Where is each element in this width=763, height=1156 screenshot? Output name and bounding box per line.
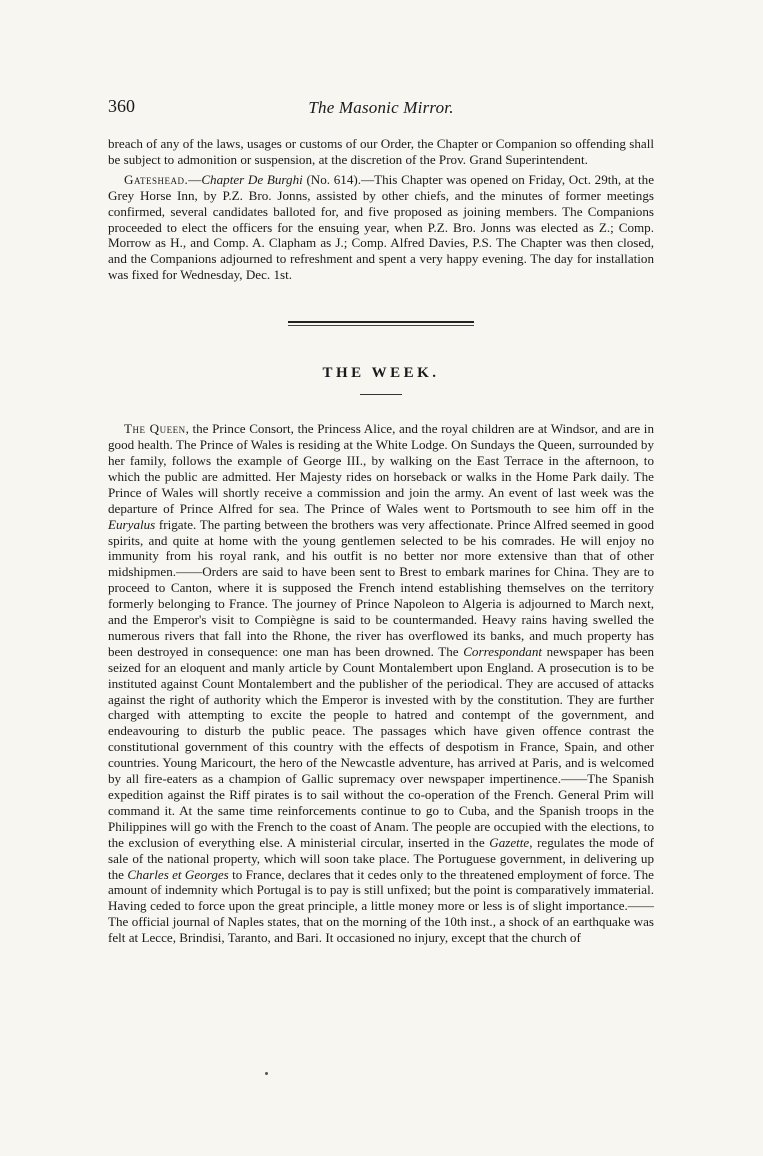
page <box>108 96 654 946</box>
gateshead-paragraph <box>108 172 654 283</box>
week-opening: The Queen <box>124 421 186 437</box>
week-part3: newspaper has been seized for an eloquent and manly article by Count Montalembert upon England. A prosecution is to be instituted against Count Montalembert and the publisher of the periodical. They are accused of attacks against the right of authority which the Emperor is invested with by the constitution. They are further charged with attempting to excite the people to hatred and contempt of the government, and endeavouring to disturb the public peace. The passages which have given offence contrast the constitutional government of this country with the effects of despotism in France, Spain, and other countries. Young Maricourt, the hero of the Newcastle adventure, has arrived at Paris, and is welcomed by all fire-eaters as a champion of Gallic supremacy over newspaper impertinence.——The Spanish expedition against the Riff pirates is to sail without the co-operation of the French. General Prim will command it. At the same time reinforcements continue to go to Cuba, and the Spanish troops in the Philippines will go with the French to the coast of Anam. The people are occupied with the elections, to the exclusion of everything else. A ministerial circular, inserted in the <box>108 643 654 850</box>
week-ship: Euryalus <box>108 516 156 532</box>
divider-thick-rule <box>288 321 474 323</box>
page-number: 360 <box>108 96 135 116</box>
week-gazette: Gazette <box>489 834 530 850</box>
week-part2: frigate. The parting between the brothers was very affectionate. Prince Alfred seemed in good spirits, and quite at home with the young gentlemen selected to be his comrades. He will enjoy no immunity from his royal rank, and his outfit is no better nor more extensive than that of other midshipmen.——Orders are said to have been sent to Brest to embark marines for China. They are to proceed to Canton, where it is supposed the French intend establishing themselves on the territory formerly belonging to France. The journey of Prince Napoleon to Algeria is adjourned to March next, and the Emperor's visit to Compiègne is said to be countermanded. Heavy rains having swelled the numerous rivers that fall into the Rhone, the river has overflowed its banks, and much property has been destroyed in consequence: one man has been drowned. The <box>108 516 654 659</box>
ink-speck <box>265 1072 268 1075</box>
title-underline <box>360 394 402 395</box>
divider-thin-rule <box>288 325 474 326</box>
journal-title: The Masonic Mirror. <box>308 98 454 117</box>
section-divider <box>108 321 654 327</box>
gateshead-chapter: Chapter De Burghi <box>201 171 303 187</box>
week-part1: , the Prince Consort, the Princess Alice, and the royal children are at Windsor, and are in good health. The Prince of Wales is residing at the White Lodge. On Sundays the Queen, surrounded by her family, follows the example of George III., by walking on the East Terrace in the afternoon, to which the public are admitted. Her Majesty rides on horseback or walks in the Home Park daily. The Prince of Wales will shortly receive a commission and join the army. An event of last week was the departure of Prince Alfred for sea. The Prince of Wales went to Portsmouth to see him off in the <box>108 421 654 516</box>
week-part4: , regulates the mode of sale of the national property, which will soon take place. The Portuguese government, in delivering up the <box>108 834 654 882</box>
section-title: THE WEEK. <box>322 365 440 382</box>
continuation-paragraph: breach of any of the laws, usages or customs of our Order, the Chapter or Companion so offending shall be subject to admonition or suspension, at the discretion of the Prov. Grand Superintendent. <box>108 136 654 167</box>
week-paper: Correspondant <box>463 643 543 659</box>
gateshead-place: Gateshead. <box>124 171 189 187</box>
running-head <box>108 96 654 122</box>
gateshead-dash: — <box>188 171 202 187</box>
week-ship2: Charles et Georges <box>127 866 229 882</box>
week-paragraph <box>108 421 654 946</box>
week-part5: to France, declares that it cedes only to the threatened employment of force. The amount of indemnity which Portugal is to pay is still unfixed; but the point is comparatively immaterial. Having ceded to force upon the great principle, a little money more or less is of slight importance.——The official journal of Naples states, that on the morning of the 10th inst., a shock of an earthquake was felt at Lecce, Brindisi, Taranto, and Bari. It occasioned no injury, except that the church of <box>108 866 654 946</box>
gateshead-text: (No. 614).—This Chapter was opened on Friday, Oct. 29th, at the Grey Horse Inn, by P.Z. Bro. Jonns, assisted by other chiefs, and the minutes of former meetings confirmed, several candidates balloted for, and five proposed as joining members. The Companions proceeded to elect the officers for the ensuing year, when P.Z. Bro. Jonns was elected as Z.; Comp. Morrow as H., and Comp. A. Clapham as J.; Comp. Alfred Davies, P.S. The Chapter was then closed, and the Companions adjourned to refreshment and spent a very happy evening. The day for installation was fixed for Wednesday, Dec. 1st. <box>108 171 655 283</box>
